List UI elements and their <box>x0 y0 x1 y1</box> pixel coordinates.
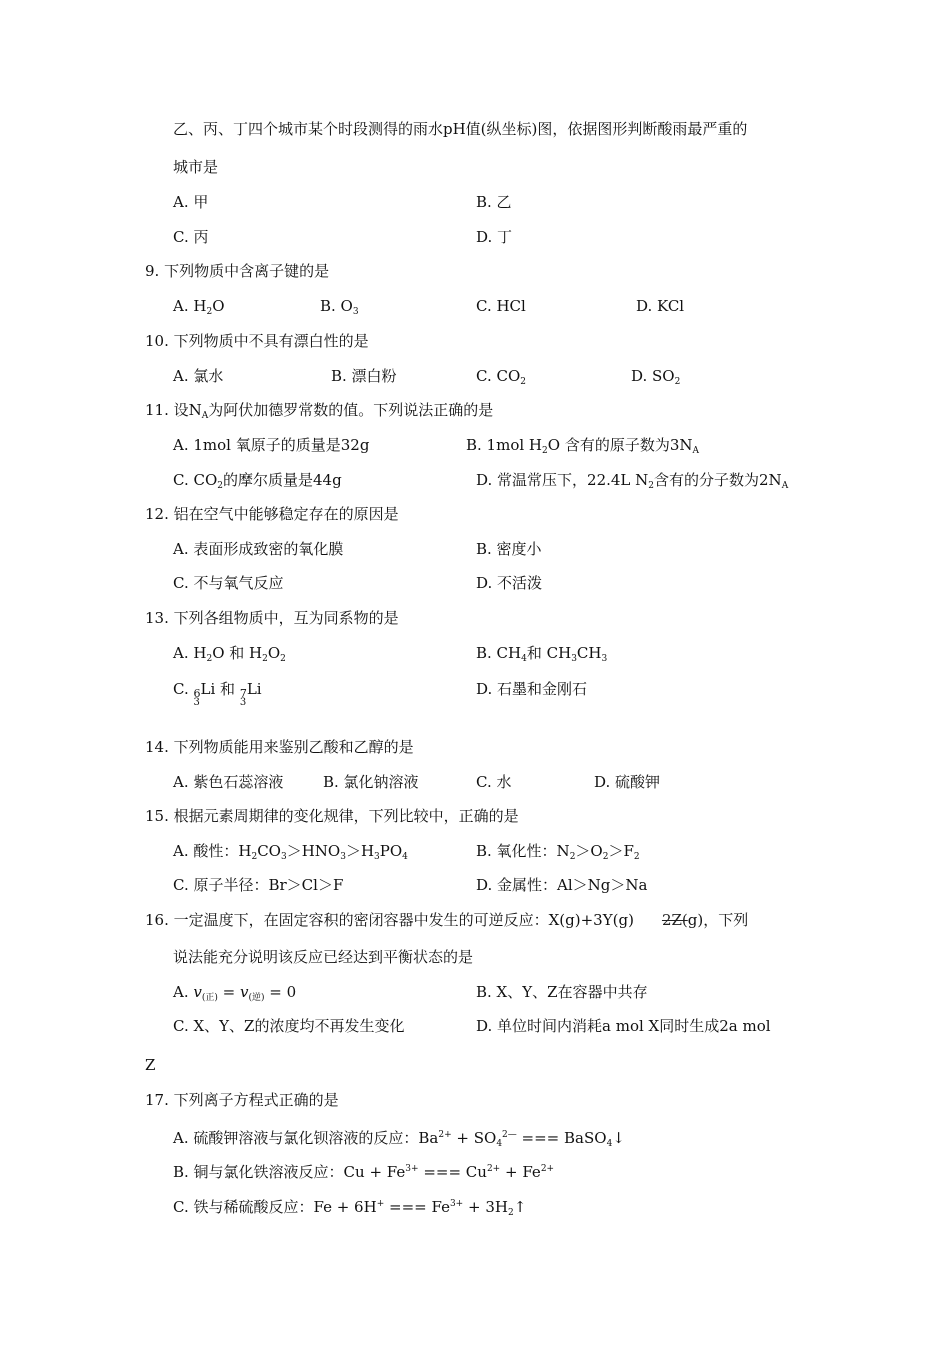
q16-option-c: C. X、Y、Z的浓度均不再发生变化 <box>173 1017 405 1035</box>
q14-option-a: A. 紫色石蕊溶液 <box>173 773 284 791</box>
q16-stem: 16. 一定温度下，在固定容积的密闭容器中发生的可逆反应：X(g)+3Y(g) 2Z(g)，下列 <box>145 911 749 929</box>
q9-option-a: A. $H_2O$ <box>173 297 225 317</box>
q13-option-a: A. $H_2O$ 和 $H_2O_2$ <box>173 644 286 664</box>
q14-option-d: D. 硫酸钾 <box>594 773 661 791</box>
isotope-li7: $_7$Li 3 <box>239 680 262 708</box>
q16-option-b: B. X、Y、Z在容器中共存 <box>476 983 648 1001</box>
q14-option-b: B. 氯化钠溶液 <box>323 773 419 791</box>
q10-option-b: B. 漂白粉 <box>331 367 397 385</box>
q16-option-d-cont: Z <box>145 1056 156 1074</box>
q13-stem: 13. 下列各组物质中，互为同系物的是 <box>145 609 399 627</box>
q10-option-c: C. $CO_2$ <box>476 367 526 387</box>
q15-option-a: A. 酸性：$H_2CO_3>HNO_3>H_3PO_4$ <box>173 842 408 862</box>
q12-stem: 12. 铝在空气中能够稳定存在的原因是 <box>145 505 399 523</box>
q17-option-a: A. 硫酸钾溶液与氯化钡溶液的反应：$Ba^{2+} + SO_4^{2—}$ === BaSO$_4$↓ <box>173 1129 625 1149</box>
q8-option-b: B. 乙 <box>476 193 512 211</box>
q8-stem-line2: 城市是 <box>173 158 219 176</box>
q11-option-c: C. $CO_2$的摩尔质量是44g <box>173 471 342 491</box>
q8-option-c: C. 丙 <box>173 228 209 246</box>
q9-option-d: D. KCl <box>636 297 685 315</box>
q13-option-c: C. $_6$Li 3 和 $_7$Li 3 <box>173 680 262 708</box>
q15-option-d: D. 金属性：Al＞Ng＞Na <box>476 876 648 894</box>
q12-option-a: A. 表面形成致密的氧化膜 <box>173 540 344 558</box>
q14-stem: 14. 下列物质能用来鉴别乙酸和乙醇的是 <box>145 738 414 756</box>
q17-option-c: C. 铁与稀硫酸反应：Fe + 6H+ === $Fe^{3+}$ + $3H_2↑$ <box>173 1198 527 1218</box>
q12-option-d: D. 不活泼 <box>476 574 543 592</box>
q16-option-a: A. $v_{(正)} = v_{(逆)} = 0$ <box>173 983 297 1003</box>
q11-option-b: B. 1mol $H_2O$ 含有的原子数为$3N_A$ <box>466 436 699 456</box>
q8-option-d: D. 丁 <box>476 228 513 246</box>
q9-option-b: B. $O_3$ <box>320 297 359 317</box>
q16-option-d: D. 单位时间内消耗a mol X同时生成2a mol <box>476 1017 771 1035</box>
q9-stem: 9. 下列物质中含离子键的是 <box>145 262 330 280</box>
q11-stem: 11. 设$N_A$为阿伏加德罗常数的值。下列说法正确的是 <box>145 401 494 421</box>
q11-option-a: A. 1mol 氧原子的质量是32g <box>173 436 370 454</box>
q11-option-d: D. 常温常压下，22.4L $N_2$含有的分子数为$2N_A$ <box>476 471 789 491</box>
q10-option-a: A. 氯水 <box>173 367 224 385</box>
q17-option-b: B. 铜与氯化铁溶液反应：$Cu + Fe^{3+}$ === $Cu^{2+} + Fe^{2+}$ <box>173 1163 555 1181</box>
q15-option-b: B. 氧化性：$N_2>O_2>F_2$ <box>476 842 640 862</box>
q15-option-c: C. 原子半径：Br＞Cl＞F <box>173 876 344 894</box>
q12-option-b: B. 密度小 <box>476 540 542 558</box>
q10-stem: 10. 下列物质中不具有漂白性的是 <box>145 332 369 350</box>
q9-option-c: C. HCl <box>476 297 526 315</box>
q15-stem: 15. 根据元素周期律的变化规律，下列比较中，正确的是 <box>145 807 519 825</box>
equilibrium-arrow-product: 2Z( <box>661 911 688 929</box>
q8-stem-line1: 乙、丙、丁四个城市某个时段测得的雨水pH值(纵坐标)图，依据图形判断酸雨最严重的 <box>173 120 748 138</box>
isotope-li6: $_6$Li 3 <box>193 680 216 708</box>
q8-option-a: A. 甲 <box>173 193 209 211</box>
q13-option-d: D. 石墨和金刚石 <box>476 680 588 698</box>
q14-option-c: C. 水 <box>476 773 512 791</box>
q10-option-d: D. $SO_2$ <box>631 367 681 387</box>
q12-option-c: C. 不与氧气反应 <box>173 574 284 592</box>
q17-stem: 17. 下列离子方程式正确的是 <box>145 1091 339 1109</box>
q13-option-b: B. $CH_4$和 $CH_3CH_3$ <box>476 644 608 664</box>
q16-stem-line2: 说法能充分说明该反应已经达到平衡状态的是 <box>173 948 474 966</box>
